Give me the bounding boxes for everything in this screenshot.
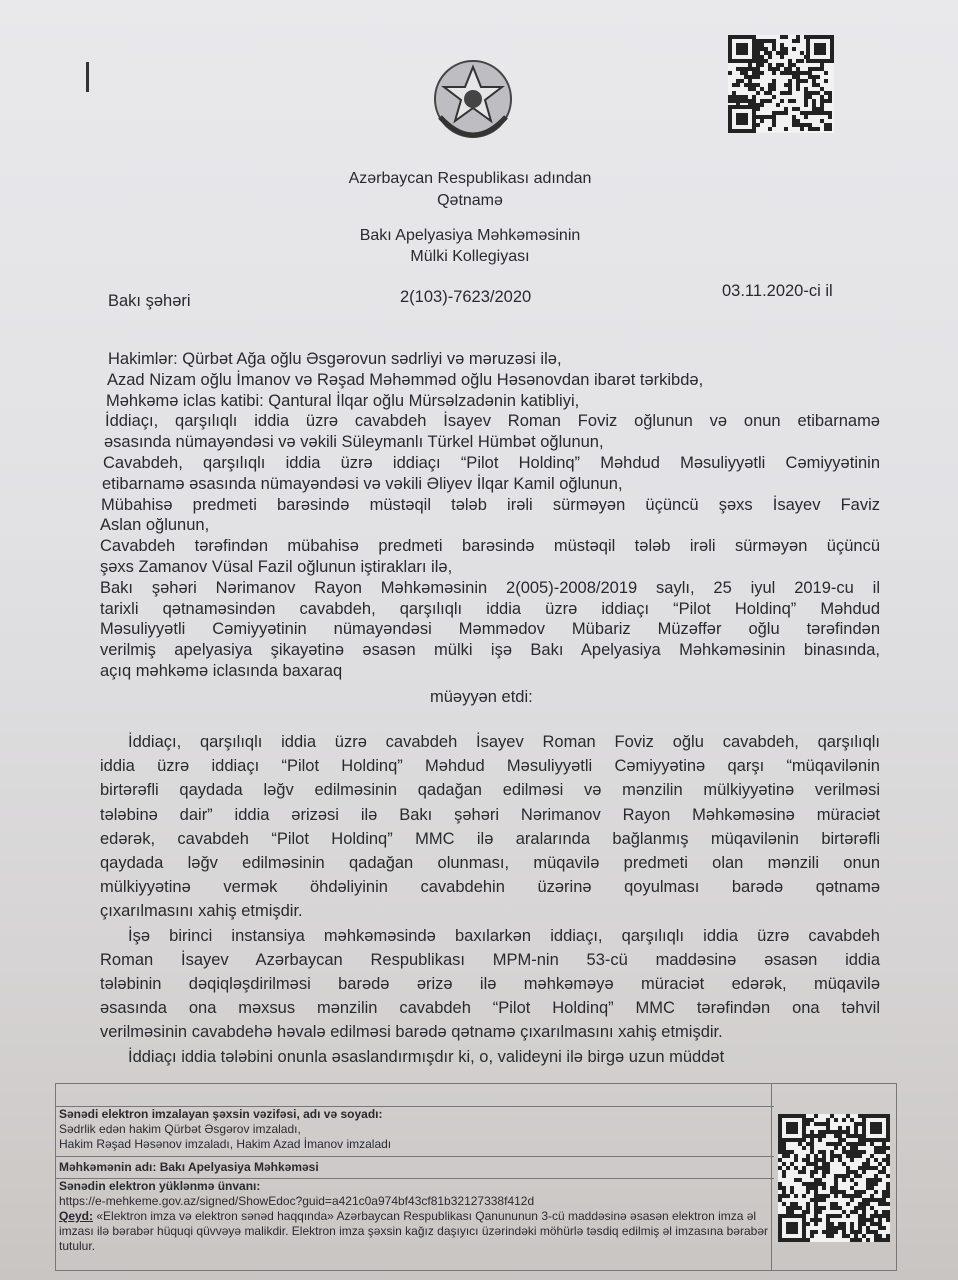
court-name: Bakı Apelyasiya Məhkəməsinin bbox=[359, 227, 581, 244]
text-line: əsasında nümayəndəsi və vəkili Süleymanlı Türkel Hümbət oğlunun, bbox=[104, 433, 604, 452]
address-row bbox=[56, 1178, 774, 1271]
text-line: Cavabdeh tərəfindən mübahisə predmeti barəsində müstəqil tələb irəli sürməyən üçüncü bbox=[100, 537, 880, 556]
qr-code-icon bbox=[728, 35, 834, 133]
text-line: tələbinə dair” iddia ərizəsi ilə Bakı şəhəri Nərimanov Rayon Məhkəməsinə müraciət bbox=[100, 805, 880, 824]
text-line: birtərəfli qaydada ləğv edilməsinin qadağan edilməsi və mənzilin mülkiyyətinə verilməsi bbox=[100, 781, 880, 800]
header-on-behalf: Azərbaycan Respublikası adından bbox=[348, 170, 592, 187]
text-line: Hakimlər: Qürbət Ağa oğlu Əsgərovun sədrliyi və məruzəsi ilə, bbox=[108, 350, 562, 368]
court-label: Məhkəmənin adı: bbox=[59, 1160, 157, 1174]
court-value: Bakı Apelyasiya Məhkəməsi bbox=[159, 1160, 319, 1174]
pen-mark bbox=[86, 62, 89, 92]
text-line: İddiaçı, qarşılıqlı iddia üzrə cavabdeh İsayev Roman Foviz oğlunun və onun etibarnamə bbox=[105, 412, 880, 431]
text-line: Aslan oğlunun, bbox=[100, 516, 210, 535]
text-line: Mübahisə predmeti barəsində müstəqil tələb irəli sürməyən üçüncü şəxs İsayev Faviz bbox=[101, 495, 880, 514]
text-line: tələbinin dəqiqləşdirilməsi barədə ərizə ilə məhkəməyə müraciət edərək, müqavilə bbox=[100, 975, 880, 993]
text-line: İddiaçı, qarşılıqlı iddia üzrə cavabdeh İsayev Roman Foviz oğlu cavabdeh, qarşılıqlı bbox=[128, 733, 880, 751]
text-line: Məsuliyyətli Cəmiyyətinin nümayəndəsi Məmmədov Mübariz Müzəffər oğlu tərəfindən bbox=[100, 620, 880, 639]
text-line: verilmiş apelyasiya şikayətinə əsasən mülki işə Bakı Apelyasiya Məhkəməsinin binasında, bbox=[100, 641, 880, 660]
signers-label: Sənədi elektron imzalayan şəxsin vəzifəsi, adı və soyadı: bbox=[59, 1107, 383, 1121]
text-line: İddiaçı iddia tələbini onunla əsaslandırmışdır ki, o, valideyni ilə birgə uzun müddət bbox=[128, 1047, 725, 1066]
document-type: Qətnamə bbox=[437, 192, 503, 209]
text-line: verilməsinin cavabdehə həvalə edilməsi barədə qətnamə çıxarılmasını xahiş etmişdir. bbox=[100, 1023, 723, 1042]
text-line: Bakı şəhəri Nərimanov Rayon Məhkəməsinin 2(005)-2008/2019 saylı, 25 iyul 2019-cu il bbox=[100, 578, 880, 597]
document-url[interactable]: https://e-mehkeme.gov.az/signed/ShowEdoc?guid=a421c0a974bf43cf81b32127338f412d bbox=[59, 1194, 535, 1208]
text-line: şəxs Zamanov Vüsal Fazil oğlunun iştirakları ilə, bbox=[100, 558, 453, 576]
court-row bbox=[56, 1156, 774, 1178]
text-line: tarixli qətnaməsindən cavabdeh, qarşılıqlı iddia üzrə iddiaçı “Pilot Holdinq” Məhdud bbox=[100, 599, 880, 618]
address-label: Sənədin elektron yüklənmə ünvanı: bbox=[59, 1179, 261, 1193]
text-line: Cavabdeh, qarşılıqlı iddia üzrə iddiaçı “Pilot Holdinq” Məhdud Məsuliyyətli Cəmiyyətinin bbox=[103, 454, 880, 472]
text-line: etibarnamə əsasında nümayəndəsi və vəkili Əliyev İlqar Kamil oğlunun, bbox=[102, 474, 623, 493]
signer-1: Sədrlik edən hakim Qürbət Əsgərov imzaladı, bbox=[59, 1122, 301, 1136]
signers-row bbox=[56, 1106, 774, 1157]
city: Bakı şəhəri bbox=[108, 292, 191, 310]
note-label: Qeyd: bbox=[59, 1209, 94, 1223]
note-text: «Elektron imza və elektron sənəd haqqında» Azərbaycan Respublikası Qanununun 3-cü maddəsinə əsasən elektron imza əl imzası ilə bərabər hüquqi qüvvəyə malikdir. Elektron imza şəxsin kağız daşıyıcı üzərindəki möhürlə təsdiq edilmiş əl imzasına bərabər tutulur. bbox=[59, 1209, 768, 1253]
court-collegium: Mülki Kollegiyası bbox=[410, 248, 530, 265]
text-line: İşə birinci instansiya məhkəməsində baxılarkən iddiaçı, qarşılıqlı iddia üzrə cavabdeh bbox=[128, 926, 880, 945]
case-number: 2(103)-7623/2020 bbox=[400, 288, 532, 306]
text-line: mülkiyyətinə vermək öhdəliyinin cavabdehin üzərinə qoyulması barədə qətnamə bbox=[100, 878, 880, 897]
text-line: iddia üzrə iddiaçı “Pilot Holdinq” Məhdud Məsuliyyətli Cəmiyyətinə qarşı “müqavilənin bbox=[100, 757, 880, 776]
text-line: əsasında ona məxsus mənzilin cavabdeh “Pilot Holdinq” MMC tərəfindən ona təhvil bbox=[100, 999, 880, 1018]
text-line: Məhkəmə iclas katibi: Qantural İlqar oğlu Mürsəlzadənin katibliyi, bbox=[106, 391, 580, 410]
text-line: Azad Nizam oğlu İmanov və Rəşad Məhəmməd oğlu Həsənovdan ibarət tərkibdə, bbox=[107, 370, 704, 389]
text-line: çıxarılmasını xahiş etmişdir. bbox=[100, 902, 303, 921]
text-line: açıq məhkəmə iclasında baxaraq bbox=[100, 662, 343, 680]
qr-code-icon bbox=[778, 1114, 890, 1242]
decision-heading: müəyyən etdi: bbox=[430, 688, 533, 706]
decision-date: 03.11.2020-ci il bbox=[722, 282, 833, 300]
text-line: qaydada ləğv edilməsinin qadağan olunması, müqavilə predmeti olan mənzili onun bbox=[100, 854, 880, 872]
text-line: Roman İsayev Azərbaycan Respublikası MPM-nin 53-cü maddəsinə əsasən iddia bbox=[100, 950, 880, 969]
state-emblem-icon bbox=[428, 55, 518, 147]
signer-2: Hakim Rəşad Həsənov imzaladı, Hakim Azad İmanov imzaladı bbox=[59, 1137, 392, 1151]
text-line: edərək, cavabdeh “Pilot Holdinq” MMC ilə aralarında bağlanmış müqavilənin birtərəfli bbox=[100, 829, 880, 848]
e-signature-box bbox=[55, 1083, 897, 1271]
